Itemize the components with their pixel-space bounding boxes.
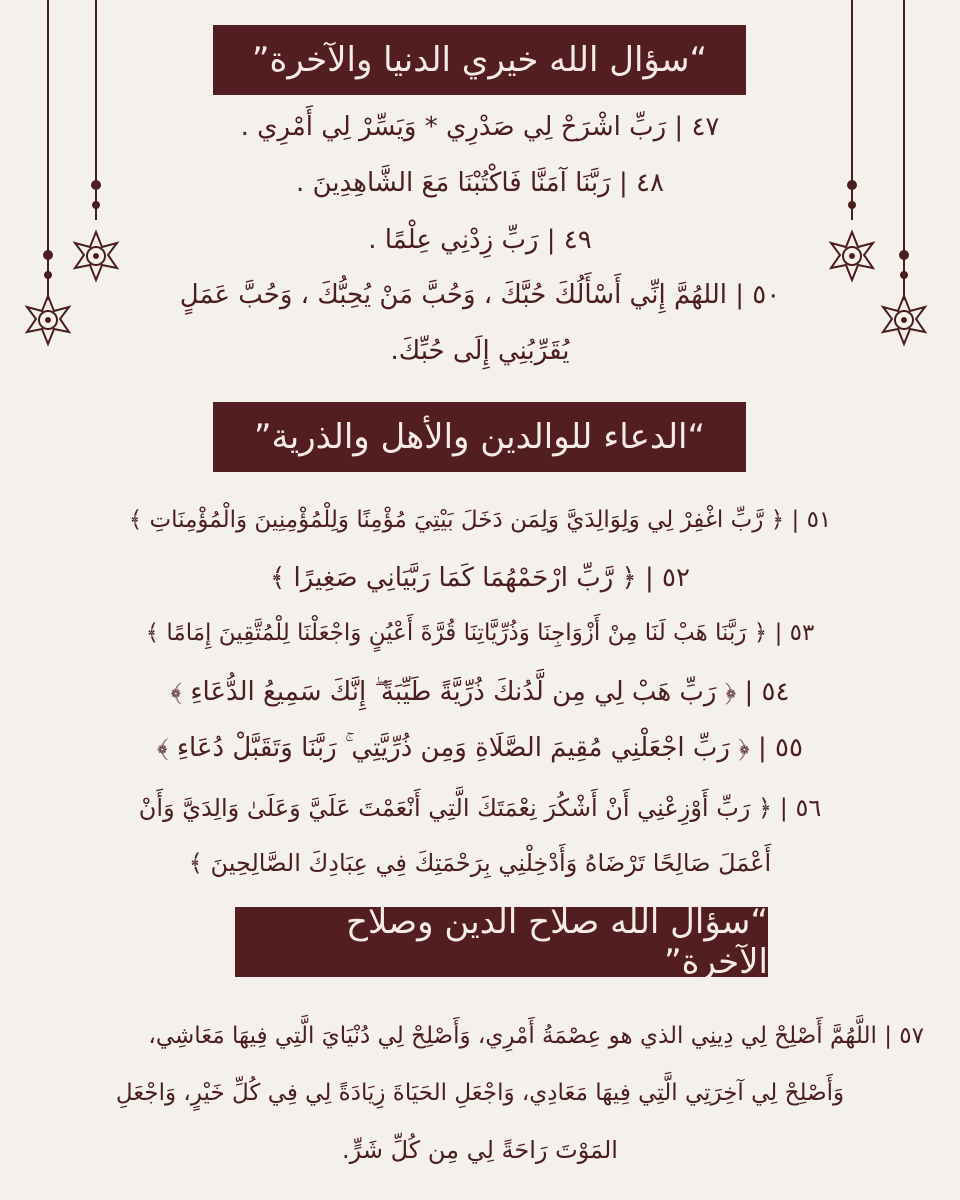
dua-line: وَأَصْلِحْ لِي آخِرَتِي الَّتِي فِيهَا مَعَادِي، وَاجْعَلِ الحَيَاةَ زِيَادَةً لِي فِي كُلِّ خَيْرٍ، وَاجْعَلِ [115,1080,845,1106]
dua-line: يُقَرِّبُنِي إِلَى حُبِّكَ. [390,336,570,366]
dua-line: أَعْمَلَ صَالِحًا تَرْضَاهُ وَأَدْخِلْنِي بِرَحْمَتِكَ فِي عِبَادِكَ الصَّالِحِينَ ﴾ [188,849,772,877]
dua-line: ٤٩ | رَبِّ زِدْنِي عِلْمًا . [368,225,592,255]
section-title-1: “سؤال الله خيري الدنيا والآخرة” [213,25,746,95]
dua-line: ٥١ | ﴿ رَّبِّ اغْفِرْ لِي وَلِوَالِدَيَّ وَلِمَن دَخَلَ بَيْتِيَ مُؤْمِنًا وَلِلْمُؤْمِنِينَ وَالْمُؤْمِنَاتِ ﴾ [128,507,832,533]
dua-line: ٥٣ | ﴿ رَبَّنَا هَبْ لَنَا مِنْ أَزْوَاجِنَا وَذُرِّيَّاتِنَا قُرَّةَ أَعْيُنٍ وَاجْعَلْنَا لِلْمُتَّقِينَ إِمَامًا ﴾ [145,620,815,646]
dua-line: ٥٤ | ﴿ رَبِّ هَبْ لِي مِن لَّدُنكَ ذُرِّيَّةً طَيِّبَةً ۖ إِنَّكَ سَمِيعُ الدُّعَاءِ ﴾ [170,677,790,707]
dua-line: ٥٦ | ﴿ رَبِّ أَوْزِعْنِي أَنْ أَشْكُرَ نِعْمَتَكَ الَّتِي أَنْعَمْتَ عَلَيَّ وَعَلَىٰ وَالِدَيَّ وَأَنْ [138,794,822,822]
dua-line: ٥٥ | ﴿ رَبِّ اجْعَلْنِي مُقِيمَ الصَّلَاةِ وَمِن ذُرِّيَّتِي ۚ رَبَّنَا وَتَقَبَّلْ دُعَاءِ ﴾ [157,733,803,763]
dua-line: ٥٢ | ﴿ رَّبِّ ارْحَمْهُمَا كَمَا رَبَّيَانِي صَغِيرًا ﴾ [270,563,690,593]
dua-line: ٤٧ | رَبِّ اشْرَحْ لِي صَدْرِي * وَيَسِّرْ لِي أَمْرِي . [240,112,720,142]
section-title-3: “سؤال الله صلاح الدين وصلاح الآخرة” [235,907,768,977]
dua-line: ٥٧ | اللَّهُمَّ أَصْلِحْ لِي دِينِي الذي هو عِصْمَةُ أَمْرِي، وَأَصْلِحْ لِي دُنْيَايَ الَّتِي فِيهَا مَعَاشِي، [148,1023,924,1049]
section-title-2: “الدعاء للوالدين والأهل والذرية” [213,402,746,472]
dua-line: ٤٨ | رَبَّنَا آمَنَّا فَاكْتُبْنَا مَعَ الشَّاهِدِينَ . [296,168,664,198]
dua-line: المَوْتَ رَاحَةً لِي مِن كُلِّ شَرٍّ. [342,1136,618,1164]
dua-line: ٥٠ | اللهُمَّ إِنِّي أَسْأَلُكَ حُبَّكَ ، وَحُبَّ مَنْ يُحِبُّكَ ، وَحُبَّ عَمَلٍ [179,280,781,310]
